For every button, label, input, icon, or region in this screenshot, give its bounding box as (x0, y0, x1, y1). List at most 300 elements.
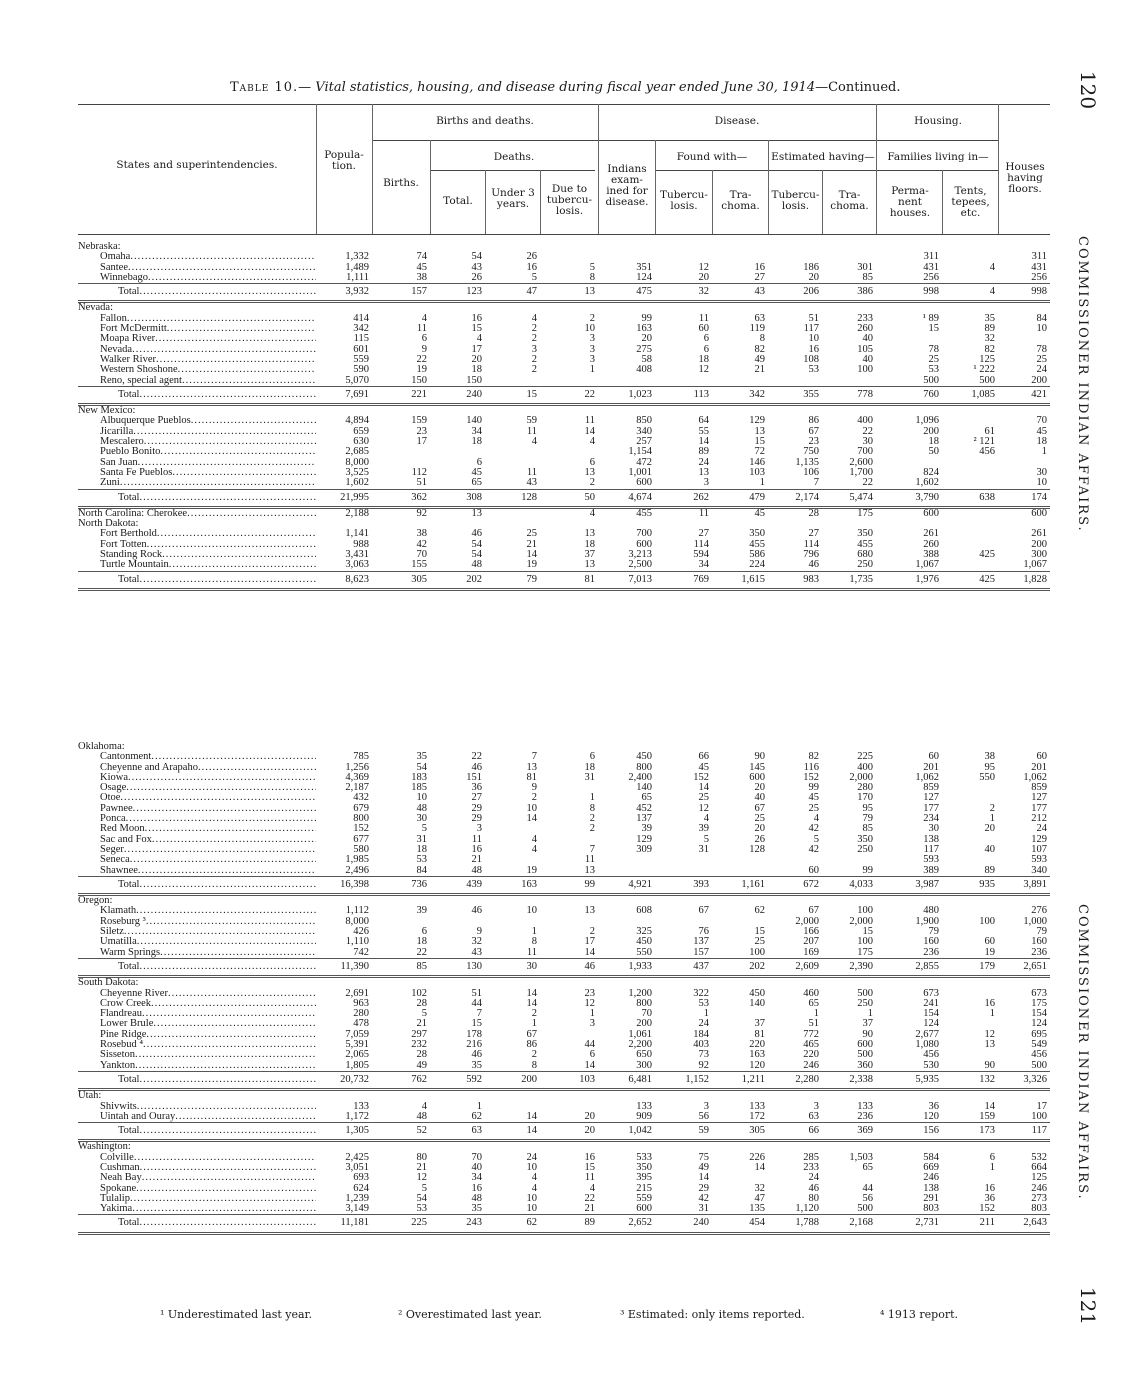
leader-dots (134, 1153, 316, 1163)
table-cell: 173 (942, 1123, 998, 1141)
table-cell: 6 (703, 334, 709, 345)
table-cell (822, 1173, 876, 1183)
table-cell: 25 (1036, 354, 1047, 365)
table-cell (655, 405, 712, 417)
table-cell: 859 (923, 783, 939, 794)
table-cell: 175 (857, 507, 873, 519)
table-cell: 11 (471, 834, 482, 845)
row-label (78, 906, 316, 916)
table-cell: 796 (803, 550, 819, 561)
table-cell: 60 (1036, 752, 1047, 763)
table-cell: 86 (526, 1040, 537, 1051)
table-cell (712, 519, 768, 529)
table-row (78, 478, 1050, 489)
row-label-text: Washington: (78, 1141, 131, 1153)
table-cell: 13 (540, 284, 598, 302)
table-row (78, 416, 1050, 426)
table-cell: 51 (471, 988, 482, 999)
table-cell: 2 (989, 803, 995, 814)
table-cell: 7 (531, 752, 537, 763)
table-row (78, 1204, 1050, 1215)
table-cell: 79 (862, 814, 873, 825)
table-cell (712, 1141, 768, 1153)
header-states: States and superintendencies. (116, 159, 278, 171)
table-cell: 46 (808, 1183, 819, 1194)
row-label (78, 1215, 316, 1233)
table-cell: 2,400 (628, 772, 652, 783)
table-cell: 2,496 (345, 865, 369, 876)
table-cell: 549 (1031, 1040, 1047, 1051)
leader-dots (130, 855, 316, 865)
table-cell: 450 (749, 988, 765, 999)
table-cell: 51 (808, 1019, 819, 1030)
table-row (78, 273, 1050, 284)
table-cell: 500 (857, 1050, 873, 1061)
table-cell: 15 (471, 1019, 482, 1030)
table-cell: 1 (989, 814, 995, 825)
table-cell: 185 (411, 783, 427, 794)
table-cell: 13 (584, 865, 595, 876)
table-cell: 1,256 (345, 762, 369, 773)
table-cell: 500 (857, 1204, 873, 1215)
table-cell: 2,000 (849, 916, 873, 927)
table-cell: 2,855 (876, 958, 942, 976)
table-cell: 750 (803, 447, 819, 458)
table-row (78, 804, 1050, 814)
table-cell: 177 (923, 803, 939, 814)
table-cell (598, 376, 655, 387)
table-cell: 15 (754, 927, 765, 938)
footnote-3: ³ Estimated: only items reported. (620, 1308, 805, 1321)
table-cell: 1 (1041, 447, 1047, 458)
row-label-text: Cushman (100, 1162, 140, 1173)
table-cell (372, 519, 430, 529)
table-cell: 2,609 (768, 958, 822, 976)
row-label (78, 989, 316, 999)
table-cell: 28 (416, 998, 427, 1009)
table-cell: 246 (803, 1060, 819, 1071)
table-cell: 460 (803, 988, 819, 999)
table-cell: 43 (526, 478, 537, 489)
leader-dots (126, 814, 316, 824)
table-cell (998, 302, 1050, 314)
table-cell: 201 (1031, 762, 1047, 773)
table-cell: 100 (1031, 1111, 1047, 1122)
table-cell: 824 (923, 467, 939, 478)
table-cell: 25 (698, 793, 709, 804)
table-cell (598, 866, 655, 877)
table-cell: 28 (416, 1050, 427, 1061)
table-cell (485, 458, 540, 468)
table-cell: 736 (372, 876, 430, 894)
table-cell: 64 (698, 416, 709, 427)
row-label (78, 1071, 316, 1089)
table-cell (768, 1090, 822, 1102)
table-cell (316, 242, 372, 252)
table-cell: 600 (636, 539, 652, 550)
table-cell: 81 (754, 1029, 765, 1040)
table-cell: 16 (526, 262, 537, 273)
table-cell: 81 (540, 571, 598, 589)
table-cell: 3 (703, 1101, 709, 1112)
leader-dots (136, 906, 316, 916)
table-cell: 146 (749, 457, 765, 468)
total-row (78, 284, 1050, 302)
table-cell: 8,623 (316, 571, 372, 589)
table-cell: 593 (923, 855, 939, 866)
header-found-tb: Tubercu-losis. (660, 189, 708, 212)
table-cell: 12 (416, 1173, 427, 1184)
table-cell: 108 (803, 354, 819, 365)
table-cell: 103 (540, 1071, 598, 1089)
leader-dots (139, 1217, 316, 1228)
table-cell: 909 (636, 1111, 652, 1122)
table-cell: 84 (416, 865, 427, 876)
table-cell: 297 (411, 1029, 427, 1040)
table-cell: 61 (984, 426, 995, 437)
table-cell: 151 (466, 772, 482, 783)
table-cell: 152 (693, 772, 709, 783)
table-cell (485, 917, 540, 927)
table-cell: 18 (416, 937, 427, 948)
row-label (78, 1090, 316, 1102)
table-cell (485, 824, 540, 834)
table-cell: 250 (857, 560, 873, 571)
table-cell: 803 (923, 1204, 939, 1215)
table-cell: 58 (641, 354, 652, 365)
footnote-4: ⁴ 1913 report. (880, 1308, 959, 1321)
table-cell: 452 (636, 803, 652, 814)
table-cell: 12 (698, 262, 709, 273)
table-cell: 4 (421, 1101, 427, 1112)
table-cell: 2 (589, 478, 595, 489)
table-cell (712, 742, 768, 752)
table-cell: 11 (584, 416, 595, 427)
table-cell: 14 (526, 998, 537, 1009)
table-cell: 456 (979, 447, 995, 458)
row-label-text: Albuquerque Pueblos (100, 416, 191, 427)
table-cell: 14 (485, 1123, 540, 1141)
table-cell: 100 (857, 365, 873, 376)
table-cell: 82 (754, 344, 765, 355)
table-cell: 145 (749, 762, 765, 773)
table-cell: 232 (411, 1040, 427, 1051)
row-label (78, 824, 316, 834)
table-cell: 152 (803, 772, 819, 783)
row-label-text: Omaha (100, 252, 131, 263)
table-cell (540, 376, 598, 387)
table-cell: 81 (526, 772, 537, 783)
table-cell: 13 (698, 467, 709, 478)
table-cell: 20,732 (316, 1071, 372, 1089)
state-row (78, 242, 1050, 252)
table-cell: 760 (876, 386, 942, 404)
table-cell: 99 (808, 783, 819, 794)
table-cell (998, 1090, 1050, 1102)
table-cell: 56 (698, 1111, 709, 1122)
table-row (78, 999, 1050, 1009)
table-cell: 124 (1031, 1019, 1047, 1030)
table-cell: 48 (416, 803, 427, 814)
table-cell: 246 (1031, 1183, 1047, 1194)
table-cell: 10 (526, 1162, 537, 1173)
leader-dots (128, 773, 316, 783)
table-cell (768, 895, 822, 907)
leader-dots (124, 927, 316, 937)
table-cell: 200 (485, 1071, 540, 1089)
table-cell: 8 (531, 1060, 537, 1071)
table-cell: 1 (989, 1162, 995, 1173)
table-cell: 70 (471, 1152, 482, 1163)
table-cell: 50 (928, 447, 939, 458)
table-cell: 152 (353, 824, 369, 835)
leader-dots (146, 1030, 316, 1040)
table-cell: 742 (353, 947, 369, 958)
table-cell: 2,652 (598, 1215, 655, 1233)
table-cell: 16 (984, 1183, 995, 1194)
table-cell: 31 (416, 834, 427, 845)
table-cell: 26 (526, 252, 537, 263)
row-label (78, 1112, 316, 1123)
table-row (78, 1102, 1050, 1112)
table-cell (485, 507, 540, 519)
table-cell: 36 (471, 783, 482, 794)
table-cell: 30 (928, 824, 939, 835)
table-cell: 1,061 (628, 1029, 652, 1040)
table-cell: 31 (698, 1204, 709, 1215)
table-cell: 608 (636, 906, 652, 917)
table-cell: 75 (698, 1152, 709, 1163)
table-cell (485, 405, 540, 417)
table-cell: 600 (1031, 507, 1047, 519)
table-cell: 4 (589, 437, 595, 448)
table-cell: 4 (531, 834, 537, 845)
table-cell (655, 855, 712, 865)
table-cell: 100 (857, 906, 873, 917)
table-cell: 150 (466, 375, 482, 386)
table-cell: 34 (471, 1173, 482, 1184)
header-population: Popula-tion. (324, 149, 364, 172)
row-label-text: Winnebago (100, 272, 148, 283)
table-cell (942, 458, 998, 468)
table-cell: 580 (353, 844, 369, 855)
table-cell (540, 895, 598, 907)
table-cell: 257 (636, 437, 652, 448)
table-cell: 73 (698, 1050, 709, 1061)
table-cell: 300 (1031, 550, 1047, 561)
table-cell (942, 977, 998, 989)
table-cell: 20 (540, 1123, 598, 1141)
leader-dots (139, 574, 316, 585)
table-cell (316, 895, 372, 907)
leader-dots (191, 416, 316, 426)
table-cell: 54 (416, 1193, 427, 1204)
table-cell: 100 (979, 916, 995, 927)
table-cell: 2,500 (628, 560, 652, 571)
table-cell: 42 (698, 1193, 709, 1204)
state-row (78, 519, 1050, 529)
row-label-text: San Juan (100, 457, 138, 468)
table-row (78, 540, 1050, 550)
table-cell: 16,398 (316, 876, 372, 894)
table-cell: 89 (984, 865, 995, 876)
table-cell: 129 (636, 834, 652, 845)
table-cell: 21,995 (316, 489, 372, 507)
table-cell: 53 (698, 998, 709, 1009)
table-cell: 206 (768, 284, 822, 302)
table-cell: 8 (589, 803, 595, 814)
table-cell (598, 302, 655, 314)
row-label-text: Roseburg ³ (100, 916, 146, 927)
table-cell: 30 (485, 958, 540, 976)
table-row (78, 937, 1050, 947)
table-cell: 2 (589, 824, 595, 835)
table-cell: 3 (476, 824, 482, 835)
table-cell (942, 529, 998, 539)
table-cell: 22 (471, 752, 482, 763)
table-cell (942, 835, 998, 845)
table-cell: 240 (655, 1215, 712, 1233)
table-cell: 27 (471, 793, 482, 804)
table-cell: 18 (471, 365, 482, 376)
table-cell: 1,042 (598, 1123, 655, 1141)
table-cell: 2,000 (795, 916, 819, 927)
table-cell: 47 (485, 284, 540, 302)
table-cell: 2 (531, 365, 537, 376)
table-cell: 8 (531, 937, 537, 948)
table-cell: 34 (471, 426, 482, 437)
table-cell (768, 855, 822, 865)
table-cell: 12 (698, 365, 709, 376)
table-cell: 14 (526, 1111, 537, 1122)
table-cell: 92 (416, 507, 427, 519)
table-cell: 11 (526, 426, 537, 437)
leader-dots (133, 427, 316, 437)
row-label (78, 560, 316, 571)
table-cell: 1,023 (598, 386, 655, 404)
table-cell: 2 (589, 313, 595, 324)
table-cell: 2,600 (849, 457, 873, 468)
table-cell: 586 (749, 550, 765, 561)
table-cell: 225 (857, 752, 873, 763)
table-cell: 157 (372, 284, 430, 302)
total-row (78, 489, 1050, 507)
table-cell: 132 (942, 1071, 998, 1089)
table-cell (598, 1141, 655, 1153)
row-label-text: Jicarilla (100, 426, 134, 437)
table-cell: 40 (862, 354, 873, 365)
table-cell: 53 (928, 365, 939, 376)
table-cell: 20 (471, 354, 482, 365)
table-cell: 170 (857, 793, 873, 804)
table-cell: 679 (353, 803, 369, 814)
row-label-text: Fallon (100, 313, 127, 324)
table-row (78, 783, 1050, 793)
header-births: Births. (383, 177, 419, 189)
table-cell: 5,070 (345, 375, 369, 386)
table-cell: 129 (1031, 834, 1047, 845)
table-cell: 584 (923, 1152, 939, 1163)
table-cell: 3,063 (345, 560, 369, 571)
table-cell: 86 (808, 416, 819, 427)
row-label (78, 571, 316, 589)
state-row (78, 895, 1050, 907)
table-cell (998, 895, 1050, 907)
table-cell: 3,051 (345, 1162, 369, 1173)
table-cell: 89 (698, 447, 709, 458)
table-cell (655, 742, 712, 752)
table-cell: 2,731 (876, 1215, 942, 1233)
table-cell: 15 (471, 324, 482, 335)
state-row (78, 742, 1050, 752)
table-cell (316, 1090, 372, 1102)
table-cell: 2,187 (345, 783, 369, 794)
leader-dots (130, 252, 316, 262)
header-permanent: Perma-nent houses. (889, 185, 931, 219)
leader-dots (133, 804, 316, 814)
row-label-text: Fort Berthold (100, 529, 157, 540)
row-label (78, 405, 316, 417)
row-label (78, 1184, 316, 1194)
table-cell: 1,067 (915, 560, 939, 571)
table-cell: 2,000 (849, 772, 873, 783)
table-cell: 133 (749, 1101, 765, 1112)
table-cell (316, 405, 372, 417)
table-cell: 95 (984, 762, 995, 773)
table-cell (942, 560, 998, 571)
table-cell (942, 416, 998, 426)
state-row (78, 302, 1050, 314)
row-label-text: Mescalero (100, 437, 144, 448)
row-label-text: Oklahoma: (78, 742, 125, 752)
table-cell: 25 (808, 803, 819, 814)
table-cell: 350 (636, 1162, 652, 1173)
table-cell: 211 (942, 1215, 998, 1233)
table-cell: 31 (584, 772, 595, 783)
row-label (78, 958, 316, 976)
table-cell: 100 (857, 937, 873, 948)
table-cell: 16 (984, 998, 995, 1009)
table-cell: 800 (636, 998, 652, 1009)
table-cell: 241 (923, 998, 939, 1009)
table-cell: 5 (703, 834, 709, 845)
table-cell: 431 (1031, 262, 1047, 273)
leader-dots (198, 763, 316, 773)
table-cell (540, 742, 598, 752)
table-cell: 65 (808, 998, 819, 1009)
table-row (78, 845, 1050, 855)
table-cell: 472 (636, 457, 652, 468)
table-cell (822, 855, 876, 865)
table-cell: 1,152 (655, 1071, 712, 1089)
table-cell: 1,828 (998, 571, 1050, 589)
table-cell (942, 1090, 998, 1102)
row-label (78, 478, 316, 489)
table-cell: 15 (485, 386, 540, 404)
table-cell: 1,000 (1023, 916, 1047, 927)
row-label-text: New Mexico: (78, 405, 136, 417)
row-label (78, 752, 316, 762)
table-cell (372, 977, 430, 989)
table-cell: 234 (923, 814, 939, 825)
table-cell (655, 895, 712, 907)
table-cell (430, 1090, 485, 1102)
table-cell: 201 (923, 762, 939, 773)
table-cell: 2,280 (768, 1071, 822, 1089)
table-cell: 559 (636, 1193, 652, 1204)
table-cell: 454 (712, 1215, 768, 1233)
table-cell (942, 1019, 998, 1029)
